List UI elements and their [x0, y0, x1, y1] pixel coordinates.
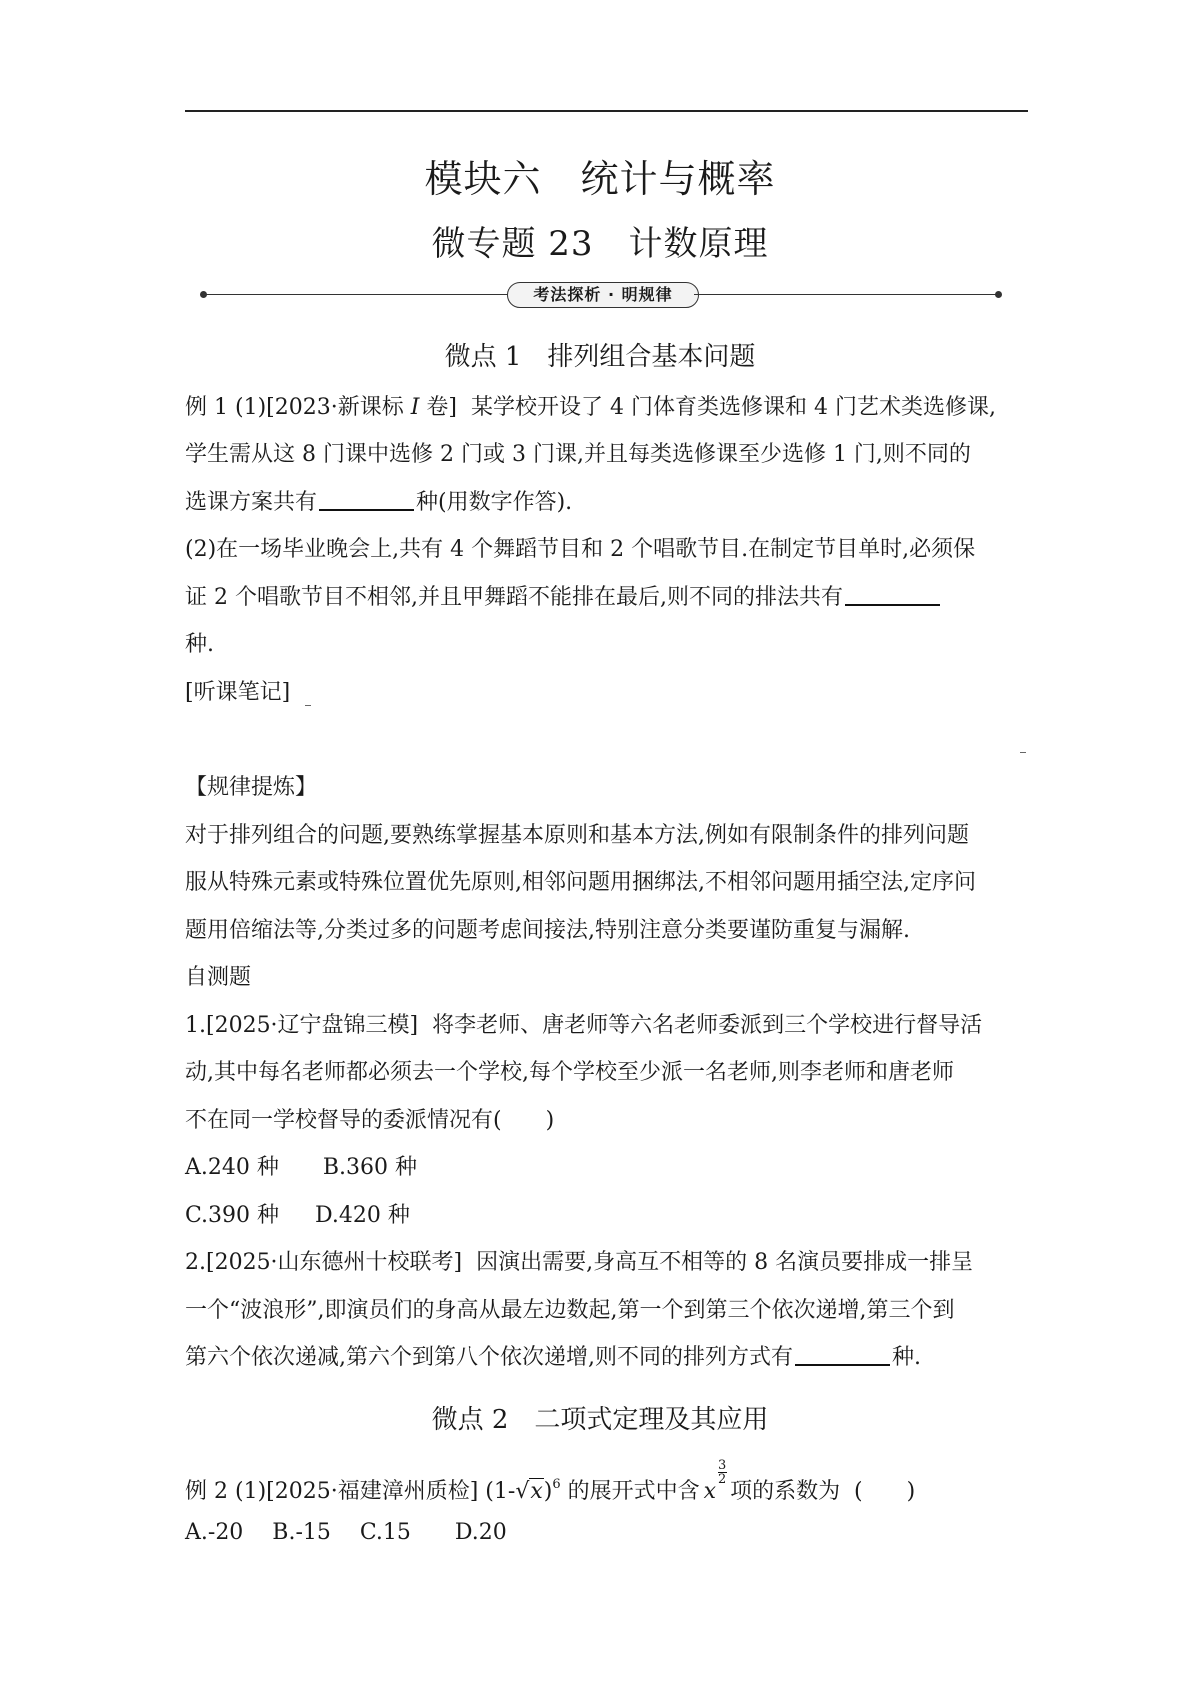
summary-line: 服从特殊元素或特殊位置优先原则,相邻问题用捆绑法,不相邻问题用插空法,定序问: [185, 870, 976, 895]
banner-line-left: [204, 294, 508, 295]
option-d[interactable]: D.420 种: [315, 1203, 410, 1228]
answer-blank-1[interactable]: [319, 489, 414, 511]
example1-line1-a: 例 1 (1)[2023·新课标: [185, 395, 411, 420]
module-title: 模块六 统计与概率: [424, 157, 776, 201]
question2-line3-a: 第六个依次递减,第六个到第八个依次递增,则不同的排列方式有: [185, 1345, 793, 1370]
example1-line4: (2)在一场毕业晚会上,共有 4 个舞蹈节目和 2 个唱歌节目.在制定节目单时,必须保: [185, 537, 976, 562]
banner-dot-right: [995, 291, 1002, 298]
example2-power: 6: [552, 1477, 561, 1492]
example2-suffix: 项的系数为 ( ): [730, 1479, 916, 1504]
question2-line2: 一个“波浪形”,即演员们的身高从最左边数起,第一个到第三个依次递增,第三个到: [185, 1298, 955, 1323]
example1-line2: 学生需从这 8 门课中选修 2 门或 3 门课,并且每类选修课至少选修 1 门,则不同的: [185, 442, 971, 467]
point2-heading: 微点 2 二项式定理及其应用: [431, 1405, 769, 1435]
example1-line5: [185, 583, 942, 613]
example2-prefix: 例 2 (1)[2025·福建漳州质检] (1-: [185, 1479, 516, 1504]
question1-options-row2: [185, 1201, 410, 1231]
note-mark: [1020, 752, 1026, 753]
example1-line1: [185, 393, 996, 423]
question2-line1: 2.[2025·山东德州十校联考] 因演出需要,身高互不相等的 8 名演员要排成一排呈: [185, 1250, 974, 1275]
answer-blank-2[interactable]: [845, 584, 940, 606]
sqrt-expression: √x: [515, 1479, 543, 1504]
example2-close-paren: ): [543, 1479, 553, 1504]
example1-line6: 种.: [185, 632, 214, 657]
question1-line: 1.[2025·辽宁盘锦三模] 将李老师、唐老师等六名老师委派到三个学校进行督导活: [185, 1013, 983, 1038]
question2-line3: [185, 1343, 921, 1373]
question1-line: 动,其中每名老师都必须去一个学校,每个学校至少派一名老师,则李老师和唐老师: [185, 1060, 954, 1085]
topic-title: 微专题 23 计数原理: [431, 224, 769, 264]
fractional-exponent: [718, 1459, 727, 1486]
example1-line1-b: 卷] 某学校开设了 4 门体育类选修课和 4 门艺术类选修课,: [419, 395, 996, 420]
x-three-halves: [703, 1458, 727, 1507]
answer-blank-3[interactable]: [795, 1344, 890, 1366]
example1-line3: [185, 488, 572, 518]
example2-options: A.-20 B.-15 C.15 D.20: [185, 1520, 507, 1545]
option-b[interactable]: B.360 种: [322, 1155, 418, 1180]
point1-heading: 微点 1 排列组合基本问题: [444, 342, 756, 372]
sqrt-radicand: x: [530, 1479, 543, 1504]
question1-options-row1: [185, 1153, 417, 1183]
top-rule: [185, 110, 1028, 112]
banner-line-right: [694, 294, 998, 295]
example1-line3-a: 选课方案共有: [185, 490, 318, 515]
exp-denominator: 2: [718, 1472, 727, 1487]
summary-line: 对于排列组合的问题,要熟练掌握基本原则和基本方法,例如有限制条件的排列问题: [185, 823, 969, 848]
option-a[interactable]: A.240 种: [185, 1155, 279, 1180]
example2-mid: 的展开式中含: [560, 1479, 700, 1504]
example2-line1: [185, 1458, 916, 1507]
exp-numerator: 3: [718, 1458, 727, 1473]
example1-line3-b: 种(用数字作答).: [416, 490, 573, 515]
example1-line5-a: 证 2 个唱歌节目不相邻,并且甲舞蹈不能排在最后,则不同的排法共有: [185, 585, 843, 610]
question1-line: 不在同一学校督导的委派情况有( ): [185, 1108, 555, 1133]
option-c[interactable]: C.390 种: [185, 1203, 280, 1228]
banner-label: 考法探析 · 明规律: [507, 282, 699, 308]
summary-heading: 【规律提炼】: [185, 775, 318, 800]
section-banner: [200, 282, 1002, 308]
summary-line: 题用倍缩法等,分类过多的问题考虑间接法,特别注意分类要谨防重复与漏解.: [185, 918, 910, 943]
note-mark: [305, 705, 311, 706]
example1-roman: I: [410, 395, 420, 420]
self-test-label: 自测题: [185, 965, 252, 990]
question2-line3-b: 种.: [892, 1345, 921, 1370]
lecture-notes-label: [听课笔记]: [185, 680, 291, 705]
power-base: x: [703, 1479, 717, 1504]
